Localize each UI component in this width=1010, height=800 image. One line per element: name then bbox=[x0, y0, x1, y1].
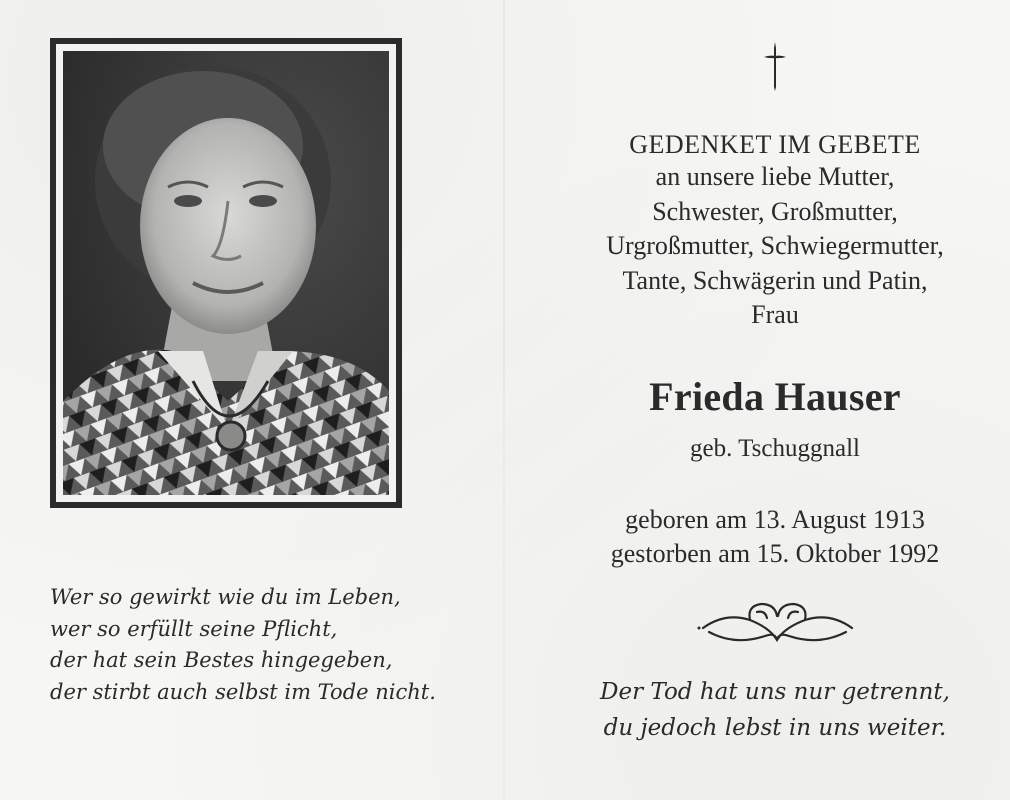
portrait-photo bbox=[63, 51, 389, 495]
dedication-line: Schwester, Großmutter, bbox=[652, 196, 898, 226]
poem-line: der hat sein Bestes hingegeben, bbox=[50, 648, 393, 672]
dedication-line: Tante, Schwägerin und Patin, bbox=[622, 265, 928, 295]
death-date: gestorben am 15. Oktober 1992 bbox=[610, 539, 940, 568]
closing-verse bbox=[560, 674, 990, 746]
dedication-line: Frau bbox=[751, 300, 799, 330]
portrait-frame bbox=[50, 38, 402, 508]
dedication-block bbox=[560, 130, 990, 333]
flourish-ornament-icon bbox=[695, 598, 860, 658]
dedication-line: Urgroßmutter, Schwiegermutter, bbox=[606, 231, 944, 261]
closing-line: Der Tod hat uns nur getrennt, bbox=[600, 679, 950, 705]
deceased-name: Frieda Hauser bbox=[649, 374, 901, 419]
card-fold-line bbox=[503, 0, 505, 800]
dedication-heading: GEDENKET IM GEBETE bbox=[629, 130, 921, 159]
birth-date: geboren am 13. August 1913 bbox=[625, 505, 925, 534]
dedication-line: an unsere liebe Mutter, bbox=[655, 162, 895, 191]
poem-line: Wer so gewirkt wie du im Leben, bbox=[50, 585, 401, 609]
life-dates bbox=[560, 503, 990, 571]
memorial-poem bbox=[50, 582, 470, 708]
cross-icon bbox=[760, 40, 790, 92]
poem-line: der stirbt auch selbst im Tode nicht. bbox=[50, 679, 436, 704]
maiden-name: geb. Tschuggnall bbox=[690, 435, 860, 462]
closing-line: du jedoch lebst in uns weiter. bbox=[603, 715, 947, 741]
poem-line: wer so erfüllt seine Pflicht, bbox=[50, 616, 338, 641]
